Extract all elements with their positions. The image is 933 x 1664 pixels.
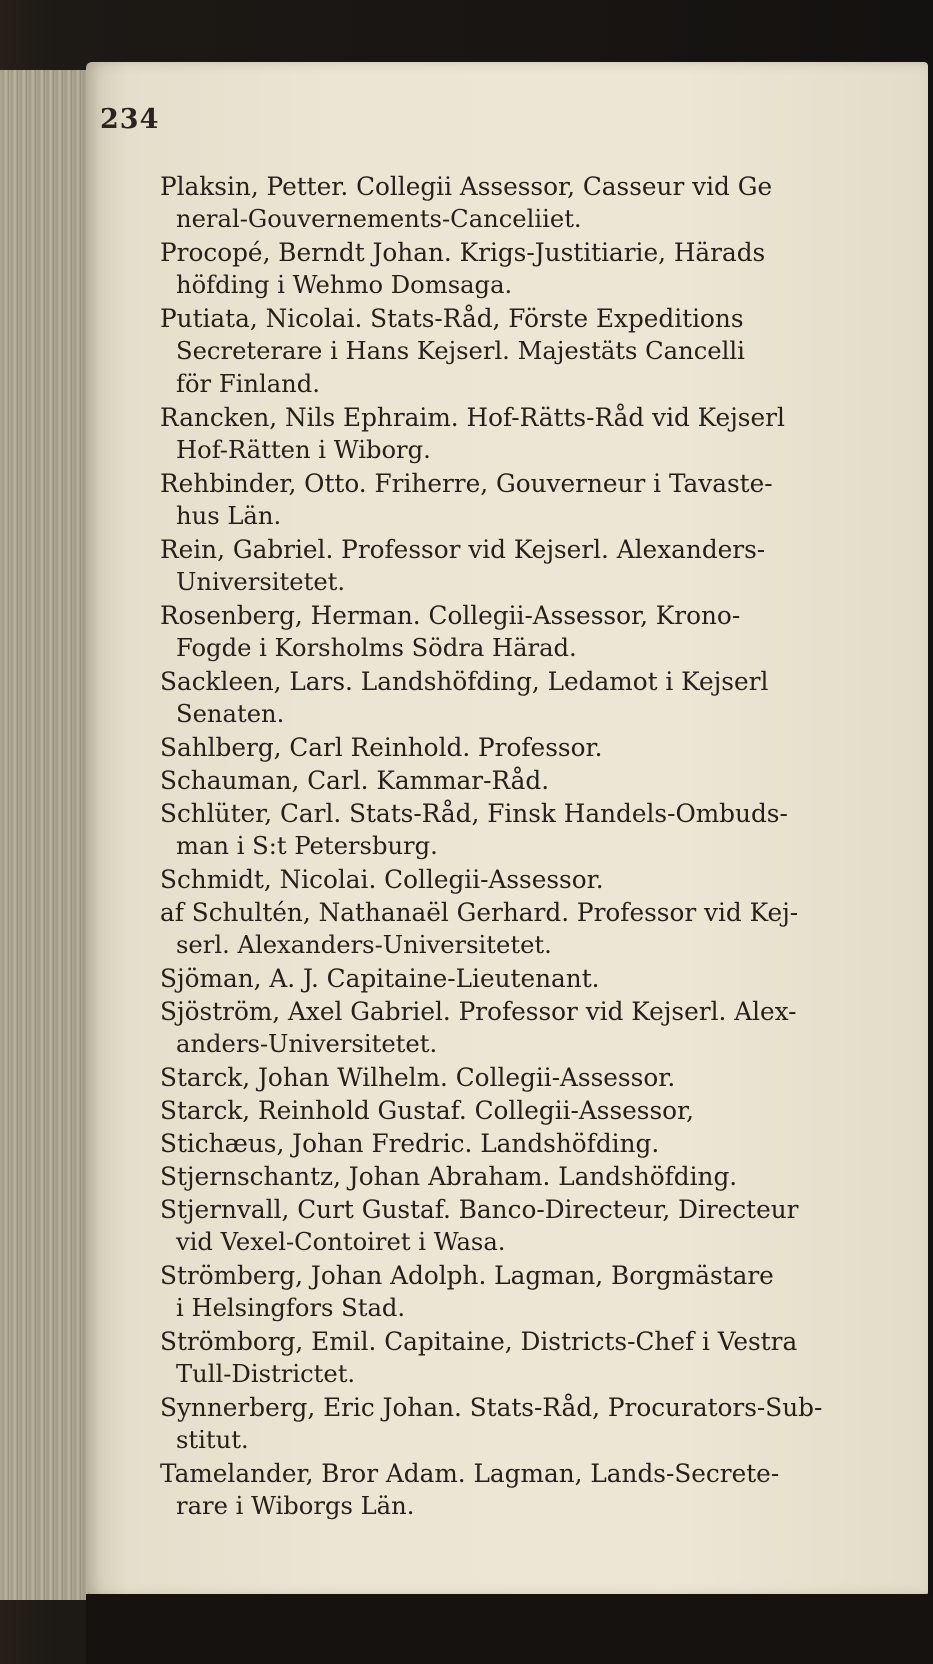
entry-first-line: Stjernvall, Curt Gustaf. Banco-Directeur, Directeur xyxy=(160,1195,799,1224)
entry-first-line: Procopé, Berndt Johan. Krigs-Justitiarie, Härads xyxy=(160,238,766,267)
entry-continuation-line: rare i Wiborgs Län. xyxy=(176,1492,415,1520)
entry-first-line: Schlüter, Carl. Stats-Råd, Finsk Handels-Ombuds- xyxy=(160,799,788,828)
entry-continuation-line: hus Län. xyxy=(176,502,282,530)
entry-first-line: Rancken, Nils Ephraim. Hof-Rätts-Råd vid Kejserl xyxy=(160,403,785,432)
entry-first-line: Rein, Gabriel. Professor vid Kejserl. Alexanders- xyxy=(160,535,766,564)
entry-first-line: Tamelander, Bror Adam. Lagman, Lands-Secrete- xyxy=(160,1459,780,1488)
entry-continuation-line: vid Vexel-Contoiret i Wasa. xyxy=(176,1228,506,1256)
entry-first-line: Schmidt, Nicolai. Collegii-Assessor. xyxy=(160,865,604,894)
entry-first-line: Starck, Johan Wilhelm. Collegii-Assessor. xyxy=(160,1063,676,1092)
entry-first-line: Starck, Reinhold Gustaf. Collegii-Assessor, xyxy=(160,1096,695,1125)
name-register xyxy=(160,170,930,1523)
entry-first-line: Sahlberg, Carl Reinhold. Professor. xyxy=(160,733,603,762)
entry-first-line: af Schultén, Nathanaël Gerhard. Professor vid Kej- xyxy=(160,898,799,927)
entry-first-line: Schauman, Carl. Kammar-Råd. xyxy=(160,766,550,795)
entry-first-line: Sackleen, Lars. Landshöfding, Ledamot i Kejserl xyxy=(160,667,769,696)
entry-continuation-line: Hof-Rätten i Wiborg. xyxy=(176,436,431,464)
entry-continuation-line: Tull-Districtet. xyxy=(176,1360,356,1388)
entry-first-line: Rosenberg, Herman. Collegii-Assessor, Krono- xyxy=(160,601,741,630)
page-number: 234 xyxy=(100,104,160,135)
entry-first-line: Sjöström, Axel Gabriel. Professor vid Kejserl. Alex- xyxy=(160,997,797,1026)
entry-continuation-line: Fogde i Korsholms Södra Härad. xyxy=(176,634,577,662)
entry-first-line: Synnerberg, Eric Johan. Stats-Råd, Procurators-Sub- xyxy=(160,1393,823,1422)
entry-continuation-line: anders-Universitetet. xyxy=(176,1030,438,1058)
entry-continuation-line: serl. Alexanders-Universitetet. xyxy=(176,931,552,959)
entry-first-line: Putiata, Nicolai. Stats-Råd, Förste Expeditions xyxy=(160,304,744,333)
entry-continuation-line: stitut. xyxy=(176,1426,249,1454)
bottom-shadow xyxy=(86,1594,933,1664)
entry-continuation-line: i Helsingfors Stad. xyxy=(176,1294,406,1322)
entry-first-line: Plaksin, Petter. Collegii Assessor, Casseur vid Ge xyxy=(160,172,773,201)
entry-continuation-line: Senaten. xyxy=(176,700,285,728)
entry-first-line: Rehbinder, Otto. Friherre, Gouverneur i Tavaste- xyxy=(160,469,773,498)
entry-first-line: Stichæus, Johan Fredric. Landshöfding. xyxy=(160,1129,660,1158)
entry-first-line: Sjöman, A. J. Capitaine-Lieutenant. xyxy=(160,964,600,993)
entry-continuation-line: för Finland. xyxy=(176,370,320,398)
entry-continuation-line: man i S:t Petersburg. xyxy=(176,832,438,860)
entry-continuation-line: Universitetet. xyxy=(176,568,346,596)
entry-continuation-line: Secreterare i Hans Kejserl. Majestäts Cancelli xyxy=(176,337,745,365)
page-edges xyxy=(0,70,90,1600)
entry-continuation-line: höfding i Wehmo Domsaga. xyxy=(176,271,513,299)
entry-continuation-line: neral-Gouvernements-Canceliiet. xyxy=(176,205,582,233)
entry-first-line: Stjernschantz, Johan Abraham. Landshöfding. xyxy=(160,1162,738,1191)
entry-first-line: Strömborg, Emil. Capitaine, Districts-Chef i Vestra xyxy=(160,1327,798,1356)
entry-first-line: Strömberg, Johan Adolph. Lagman, Borgmästare xyxy=(160,1261,774,1290)
